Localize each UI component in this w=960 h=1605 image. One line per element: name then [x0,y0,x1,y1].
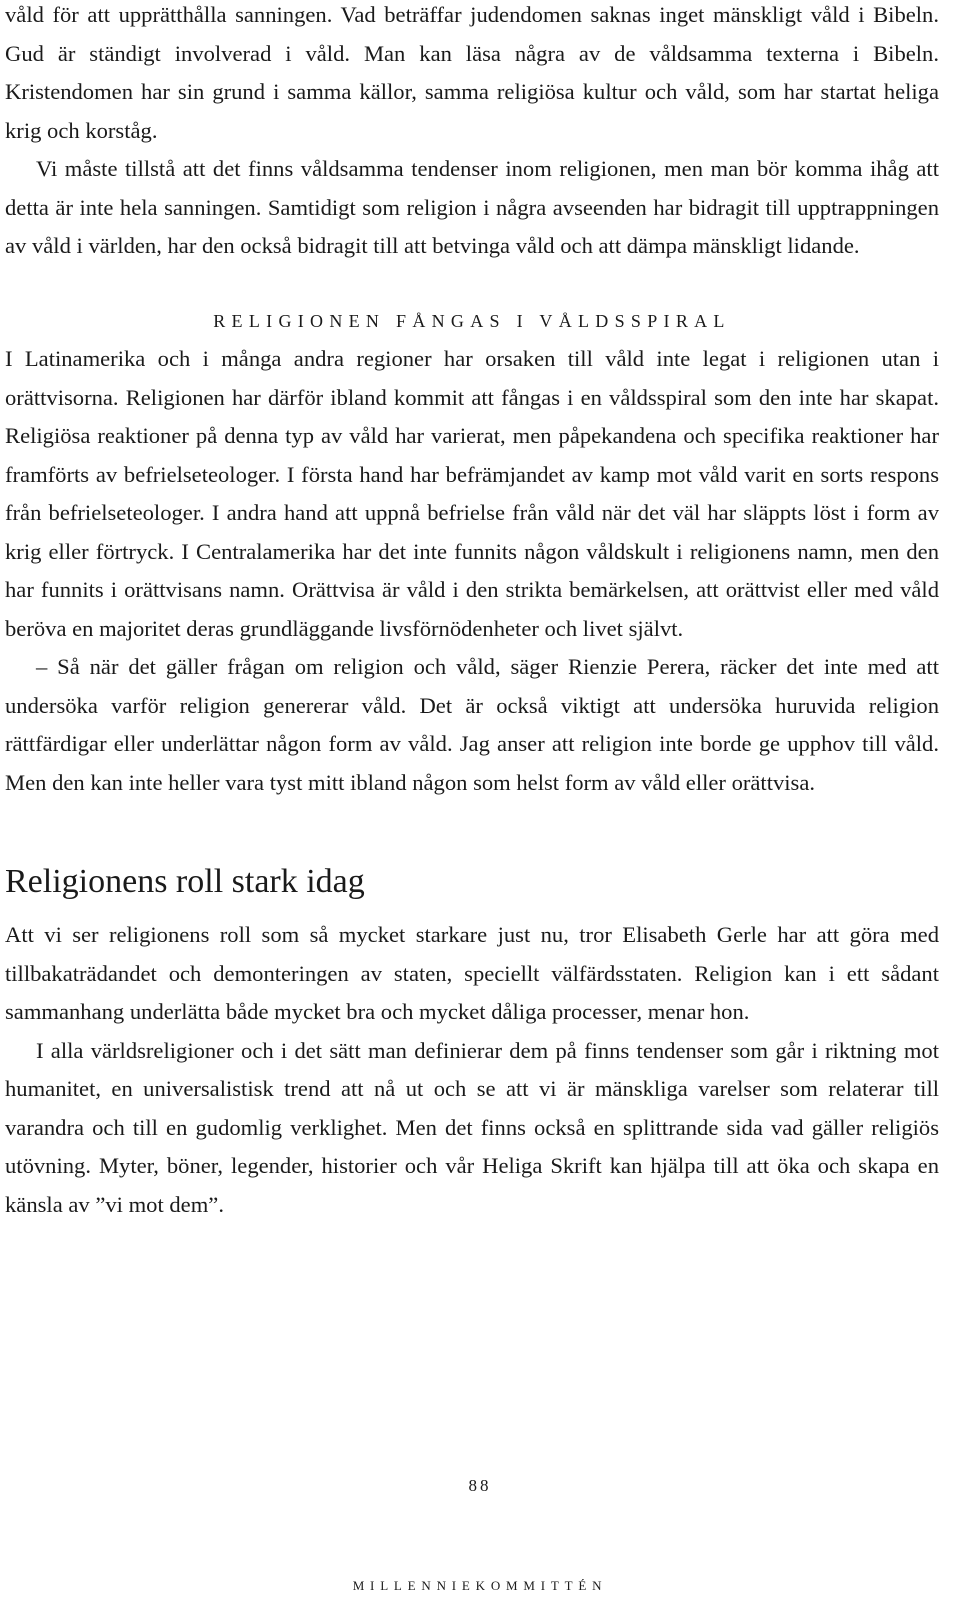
section-heading-role: Religionens roll stark idag [5,863,365,900]
document-page [5,0,939,1224]
paragraph-perera-quote: – Så när det gäller frågan om religion och våld, säger Rienzie Perera, räcker det inte med att undersöka varför religion genererar våld. Det är också viktigt att undersöka huruvida religion rättfärdigar eller underlättar någon form av våld. Jag anser att religion inte borde ge upphov till våld. Men den kan inte heller vara tyst mitt ibland någon som helst form av våld eller orättvisa. [5,654,939,795]
subheading-spiral: RELIGIONEN FÅNGAS I VÅLDSSPIRAL [213,310,731,331]
publisher-name: MILLENNIEKOMMITTÉN [352,1578,608,1593]
paragraph-latinamerika: I Latinamerika och i många andra regioner har orsaken till våld inte legat i religionen utan i orättvisorna. Religionen har därför ibland kommit att fångas i en våldsspiral som den inte har skapat. Religiösa reaktioner på denna typ av våld har varierat, men påpekandena och specifika reaktioner har framförts av befrielseteologer. I första hand har befrämjandet av kamp mot våld varit en sorts respons från befrielseteologer. I andra hand att uppnå befrielse från våld när det väl har släppts löst i form av krig eller förtryck. I Centralamerika har det inte funnits någon våldskult i religionens namn, men den har funnits i orättvisans namn. Orättvisa är våld i den strikta bemärkelsen, att orättvist eller med våld beröva en majoritet deras grundläggande livsförnödenheter och livet självt. [5,346,939,641]
paragraph-admit: Vi måste tillstå att det finns våldsamma tendenser inom religionen, men man bör komma ihåg att detta är inte hela sanningen. Samtidigt som religion i några avseenden har bidragit till upptrappningen av våld i världen, har den också bidragit till att betvinga våld och att dämpa mänskligt lidande. [5,156,939,258]
page-number: 88 [468,1476,492,1495]
paragraph-intro: våld för att upprätthålla sanningen. Vad beträffar judendomen saknas inget mänskligt våld i Bibeln. Gud är ständigt involverad i våld. Man kan läsa några av de våldsamma texterna i Bibeln. Kristendomen har sin grund i samma källor, samma religiösa kultur och våld, som har startat heliga krig och korståg. [5,2,939,143]
paragraph-gerle: Att vi ser religionens roll som så mycket starkare just nu, tror Elisabeth Gerle har att göra med tillbakaträdandet och demonteringen av staten, speciellt välfärdsstaten. Religion kan i ett sådant sammanhang underlätta både mycket bra och mycket dåliga processer, menar hon. [5,922,939,1024]
paragraph-world-religions: I alla världsreligioner och i det sätt man definierar dem på finns tendenser som går i riktning mot humanitet, en universalistisk trend att nå ut och se att vi är mänskliga varelser som relaterar till varandra och till en gudomlig verklighet. Men det finns också en splittrande sida vad gäller religiös utövning. Myter, böner, legender, historier och vår Heliga Skrift kan hjälpa till att öka och skapa en känsla av ”vi mot dem”. [5,1037,939,1217]
